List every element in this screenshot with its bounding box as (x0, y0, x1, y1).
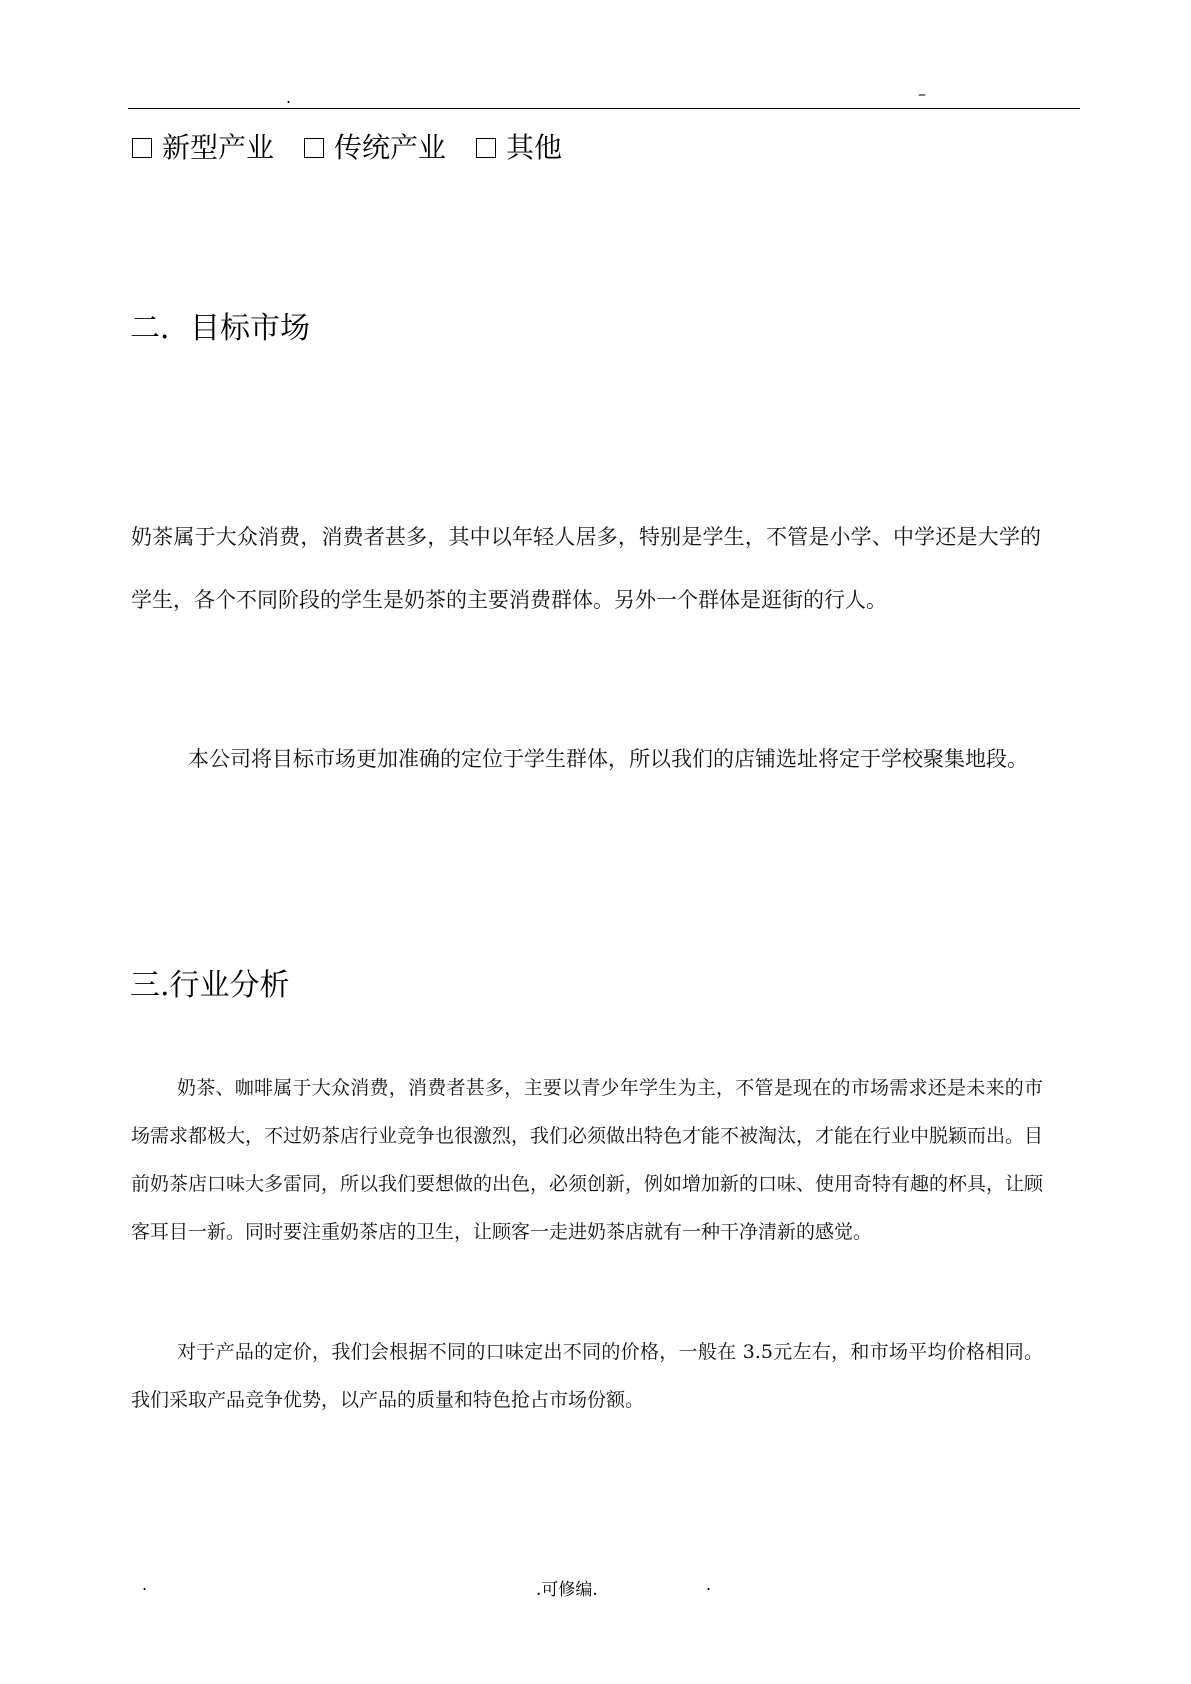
footer-right-mark: . (706, 1575, 712, 1594)
option-other[interactable] (476, 128, 562, 168)
section-heading-target-market: 二．目标市场 (130, 311, 310, 346)
checkbox-icon[interactable] (132, 138, 152, 158)
industry-analysis-paragraph: 奶茶、咖啡属于大众消费，消费者甚多，主要以青少年学生为主，不管是现在的市场需求还是未来的市场需求都极大，不过奶茶店行业竞争也很激烈，我们必须做出特色才能不被淘汰，才能在行业中脱颖而出。目前奶茶店口味大多雷同，所以我们要想做的出色，必须创新，例如增加新的口味、使用奇特有趣的杯具，让顾客耳目一新。同时要注重奶茶店的卫生，让顾客一走进奶茶店就有一种干净清新的感觉。 (131, 1077, 1044, 1243)
target-market-paragraph: 奶茶属于大众消费，消费者甚多，其中以年轻人居多，特别是学生，不管是小学、中学还是大学的学生，各个不同阶段的学生是奶茶的主要消费群体。另外一个群体是逛街的行人。 (131, 525, 1041, 612)
option-label: 传统产业 (334, 131, 447, 164)
pricing-paragraph: 对于产品的定价，我们会根据不同的口味定出不同的价格，一般在 3.5元左右，和市场平均价格相同。我们采取产品竞争优势，以产品的质量和特色抢占市场份额。 (131, 1341, 1043, 1411)
checkbox-icon[interactable] (476, 138, 496, 158)
option-label: 其他 (506, 131, 563, 164)
option-traditional-industry[interactable] (304, 128, 446, 168)
option-label: 新型产业 (162, 131, 275, 164)
header-right-mark: – (918, 84, 926, 103)
target-market-positioning-paragraph: 本公司将目标市场更加准确的定位于学生群体，所以我们的店铺选址将定于学校聚集地段。 (188, 747, 1028, 771)
footer-left-mark: . (142, 1575, 148, 1594)
footer-center-text: .可修编. (536, 1580, 598, 1600)
checkbox-icon[interactable] (304, 138, 324, 158)
header-left-mark: . (286, 88, 292, 107)
industry-options (132, 128, 592, 168)
option-new-industry[interactable] (132, 128, 274, 168)
header-rule (128, 108, 1080, 109)
section-heading-industry-analysis: 三.行业分析 (130, 968, 290, 1003)
